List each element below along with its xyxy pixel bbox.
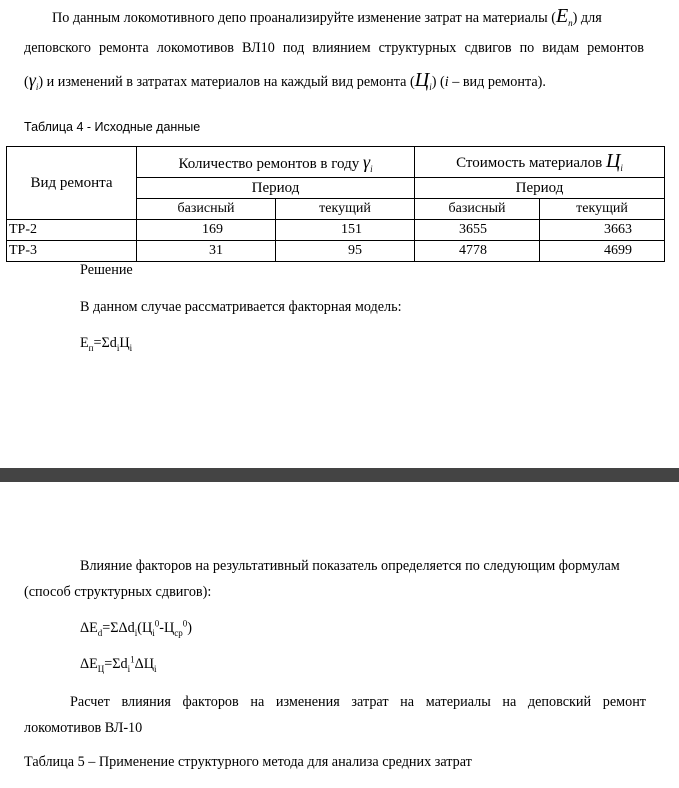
calc-paragraph-line-1: Расчет влияния факторов на изменения затрат на материалы на деповский ремонт — [70, 694, 646, 710]
header-count-current: текущий — [276, 199, 415, 220]
header-cost-base: базисный — [415, 199, 540, 220]
page-separator — [0, 468, 679, 482]
table-4-caption: Таблица 4 - Исходные данные — [24, 120, 201, 134]
calc-paragraph-line-2: локомотивов ВЛ-10 — [24, 720, 143, 736]
table-row: ТР-2 169 151 3655 3663 — [7, 220, 665, 241]
table-header-row-1 — [7, 147, 665, 178]
header-cost-current: текущий — [540, 199, 665, 220]
formula-main: $E_п=\Sigma d_iЦ_i$ — [80, 335, 133, 353]
intro-paragraph-line-1: По данным локомотивного депо проанализируйте изменение затрат на материалы $(E_n)$ для — [52, 5, 602, 28]
symbol-c: Ц — [414, 69, 430, 91]
header-repair-count: Количество ремонтов в году $\gamma_i$ — [137, 147, 415, 178]
symbol-gamma: γ — [28, 70, 36, 90]
table-4-source-data — [6, 146, 665, 262]
formula-cost-change: $\Delta E_Ц=\Sigma d_i^1\Delta Ц_i$ — [80, 654, 157, 674]
symbol-e: E — [555, 5, 569, 27]
document-page-2 — [0, 482, 679, 788]
table-5-caption: Таблица 5 – Применение структурного метода для анализа средних затрат — [24, 754, 472, 770]
solution-label: Решение — [80, 262, 133, 278]
header-repair-type: Вид ремонта — [7, 147, 137, 220]
header-period-count: Период — [137, 178, 415, 199]
intro-paragraph-line-3: $(\gamma_i)$ и изменений в затратах материалов на каждый вид ремонта $(Ц_i)$ (i – вид ремонта). — [24, 69, 546, 92]
factors-paragraph-line-2: (способ структурных сдвигов): — [24, 584, 212, 600]
factors-paragraph-line-1: Влияние факторов на результативный показатель определяется по следующим формулам — [80, 558, 620, 574]
header-material-cost: Стоимость материалов $Ц_i$ — [415, 147, 665, 178]
table-row: ТР-3 31 95 4778 4699 — [7, 241, 665, 262]
formula-structural-shift: $\Delta E_d=\Sigma\Delta d_i(Ц_i^0-Ц_{ср}^0)$ — [80, 618, 193, 638]
header-count-base: базисный — [137, 199, 276, 220]
model-description: В данном случае рассматривается факторная модель: — [80, 299, 402, 315]
intro-paragraph-line-2: деповского ремонта локомотивов ВЛ10 под влиянием структурных сдвигов по видам ремонтов — [24, 40, 644, 56]
header-period-cost: Период — [415, 178, 665, 199]
